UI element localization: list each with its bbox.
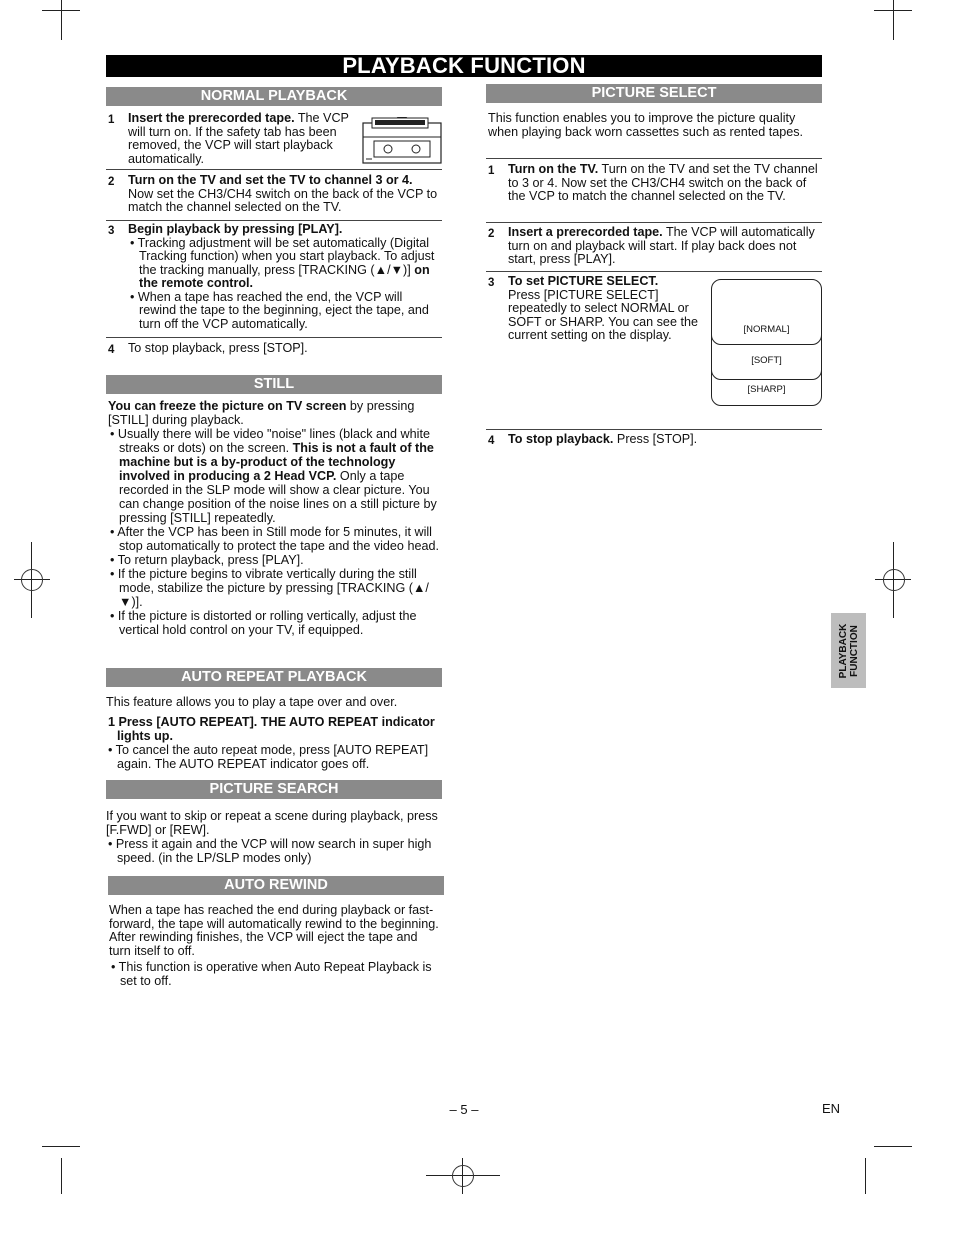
crop-mark [893, 0, 894, 40]
auto-repeat-content [106, 695, 448, 771]
step-text: Turn on the TV and set the TV channel to 3 or 4. Now set the CH3/CH4 switch on the back of the VCP to match the channel selected on the TV. [508, 162, 818, 203]
bullet-item: • If the picture begins to vibrate vertically during the still mode, stabilize the picture by pressing [TRACKING (▲/▼)]. [110, 567, 429, 609]
bullet-item: • To return playback, press [PLAY]. [110, 553, 304, 567]
bullet-item [128, 237, 442, 291]
language-code: EN [822, 1101, 841, 1116]
divider [486, 271, 822, 272]
divider [486, 158, 822, 159]
step-title: Insert a prerecorded tape. [508, 225, 663, 239]
crop-mark [865, 1158, 866, 1194]
picture-search-intro: If you want to skip or repeat a scene during playback, press [F.FWD] or [REW]. [106, 809, 438, 837]
step-number: 4 [488, 435, 495, 447]
auto-repeat-heading: AUTO REPEAT PLAYBACK [106, 668, 442, 687]
picture-search-heading: PICTURE SEARCH [106, 780, 442, 799]
auto-repeat-step: 1 Press [AUTO REPEAT]. THE AUTO REPEAT indicator lights up. [108, 715, 435, 743]
step-title: To set PICTURE SELECT. [508, 274, 659, 288]
normal-playback-heading: NORMAL PLAYBACK [106, 87, 442, 106]
crop-mark [874, 1146, 912, 1147]
bullet-text: Only a tape recorded in the SLP mode will show a clear picture. You can change position of the noise lines on a still picture by pressing [STILL] repeatedly. [119, 469, 437, 525]
intro-bold: You can freeze the picture on TV screen [108, 399, 347, 413]
normal-step-3 [108, 223, 442, 331]
picture-select-heading: PICTURE SELECT [486, 84, 822, 103]
step-number: 2 [108, 176, 115, 188]
picture-select-step-2 [488, 226, 822, 267]
divider [486, 429, 822, 430]
crop-mark [61, 1158, 62, 1194]
step-text: Now set the CH3/CH4 switch on the back of the VCP to match the channel selected on the TV. [128, 186, 438, 214]
side-tab-label: PLAYBACK FUNCTION [837, 623, 860, 678]
step-text: The VCP will automatically turn on and playback will start. If play back does not start, press [PLAY]. [508, 225, 815, 266]
registration-mark [21, 569, 43, 591]
step-title: To stop playback. [508, 432, 614, 446]
bullet-item: • After the VCP has been in Still mode for 5 minutes, it will stop automatically to protect the tape and the video head. [110, 525, 439, 553]
display-label: [SHARP] [747, 384, 786, 395]
still-heading: STILL [106, 375, 442, 394]
step-number: 1 [488, 165, 495, 177]
display-normal [711, 279, 822, 345]
step-title: Turn on the TV and set the TV to channel 3 or 4. [128, 173, 413, 187]
divider [106, 220, 442, 221]
bullet-text: • Tracking adjustment will be set automatically (Digital Tracking function) when you start playback. To adjust the tracking manually, press [TRACKING (▲/▼)] [130, 235, 435, 277]
picture-select-step-4 [488, 433, 822, 447]
display-label: [SOFT] [751, 355, 782, 366]
picture-select-step-1 [488, 163, 822, 204]
step-title: Turn on the TV. [508, 162, 599, 176]
bullet-bold: on the remote control. [139, 262, 430, 290]
step-text: Press [PICTURE SELECT] repeatedly to select NORMAL or SOFT or SHARP. You can see the current setting on the display. [508, 287, 698, 342]
still-intro [108, 399, 442, 427]
still-content [108, 399, 442, 637]
step-number: 4 [108, 344, 115, 356]
auto-rewind-heading: AUTO REWIND [108, 876, 444, 895]
step-text: To stop playback, press [STOP]. [128, 341, 308, 355]
divider [106, 169, 442, 170]
auto-rewind-intro: When a tape has reached the end during playback or fast-forward, the tape will automatically rewind to the beginning. After rewinding finishes, the VCP will eject the tape and turn itself to off. [109, 903, 439, 958]
normal-step-1 [108, 112, 352, 166]
step-title: Begin playback by pressing [PLAY]. [128, 222, 343, 236]
bullet-item: • To cancel the auto repeat mode, press [AUTO REPEAT] again. The AUTO REPEAT indicator goes off. [108, 743, 429, 771]
page-title: PLAYBACK FUNCTION [106, 55, 822, 77]
picture-search-content [106, 809, 442, 865]
bullet-item: • If the picture is distorted or rolling vertically, adjust the vertical hold control on your TV, if equipped. [110, 609, 417, 637]
intro-text: by pressing [STILL] during playback. [108, 399, 415, 427]
bullet-item: • Press it again and the VCP will now search in super high speed. (in the LP/SLP modes only) [108, 837, 432, 865]
bullet-item: • This function is operative when Auto Repeat Playback is set to off. [111, 960, 432, 988]
registration-mark [452, 1165, 474, 1187]
bullet-text: • Usually there will be video "noise" lines (black and white streaks or dots) on the screen. [110, 427, 430, 455]
normal-step-4 [108, 342, 442, 356]
picture-select-intro: This function enables you to improve the picture quality when playing back worn cassettes such as rented tapes. [488, 111, 804, 139]
bullet-item: • When a tape has reached the end, the VCP will rewind the tape to the beginning, eject the tape, and turn off the VCP automatically. [130, 289, 429, 331]
step-number: 3 [108, 225, 115, 237]
display-label: [NORMAL] [743, 324, 790, 335]
side-tab [831, 613, 866, 688]
step-title: Insert the prerecorded tape. [128, 111, 295, 125]
step-number: 1 [108, 114, 115, 126]
crop-mark [61, 0, 62, 40]
vcp-cassette-icon [362, 117, 442, 164]
divider [486, 222, 822, 223]
step-text: The VCP will turn on. If the safety tab has been removed, the VCP will start playback automatically. [128, 111, 349, 166]
step-number: 2 [488, 228, 495, 240]
auto-repeat-intro: This feature allows you to play a tape over and over. [106, 695, 398, 709]
bullet-bold: This is not a fault of the machine but is a by-product of the technology involved in producing a 2 Head VCP. [119, 441, 434, 483]
auto-rewind-content [109, 904, 441, 988]
normal-step-2 [108, 174, 442, 215]
step-number: 3 [488, 277, 495, 289]
picture-select-step-3 [488, 275, 702, 343]
step-text: Press [STOP]. [613, 432, 698, 446]
bullet-item [108, 427, 442, 525]
registration-mark [883, 569, 905, 591]
crop-mark [42, 1146, 80, 1147]
page-number: – 5 – [449, 1102, 479, 1117]
divider [106, 337, 442, 338]
